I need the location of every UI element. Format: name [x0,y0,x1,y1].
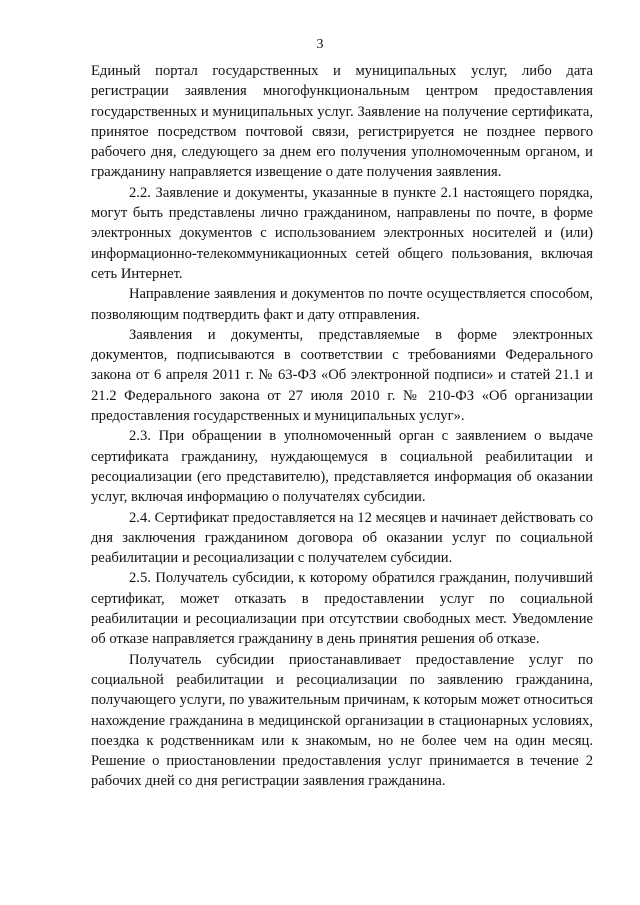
paragraph-postal-submission: Направление заявления и документов по почте осуществляется способом, позволяющим подтвердить факт и дату отправления. [91,286,593,323]
document-body [91,61,593,792]
paragraph-2-3: 2.3. При обращении в уполномоченный орган с заявлением о выдаче сертификата гражданину, нуждающемуся в социальной реабилитации и ресоциализации (его представителю), представляется информация об оказании услуг, включая информацию о получателях субсидии. [91,428,593,506]
page-number: 3 [316,37,324,52]
paragraph-continuation: Единый портал государственных и муниципальных услуг, либо дата регистрации заявления многофункциональным центром предоставления государственных и муниципальных услуг. Заявление на получение сертификата, принятое посредством почтовой связи, регистрируется не позднее первого рабочего дня, следующего за днем его получения уполномоченным органом, и гражданину направляется извещение о дате получения заявления. [91,63,593,181]
paragraph-2-2: 2.2. Заявление и документы, указанные в пункте 2.1 настоящего порядка, могут быть представлены лично гражданином, направлены по почте, в форме электронных документов с использованием электронных носителей и (или) информационно-телекоммуникационных сетей общего пользования, включая сеть Интернет. [91,184,593,282]
paragraph-electronic-documents: Заявления и документы, представляемые в форме электронных документов, подписываются в соответствии с требованиями Федерального закона от 6 апреля 2011 г. № 63-ФЗ «Об электронной подписи» и статей 21.1 и 21.2 Федерального закона от 27 июля 2010 г. № 210-ФЗ «Об организации предоставления государственных и муниципальных услуг». [91,326,593,425]
paragraph-2-5: 2.5. Получатель субсидии, к которому обратился гражданин, получивший сертификат, может отказать в предоставлении услуг по социальной реабилитации и ресоциализации при отсутствии свободных мест. Уведомление об отказе направляется гражданину в день принятия решения об отказе. [91,570,593,648]
paragraph-suspension: Получатель субсидии приостанавливает предоставление услуг по социальной реабилитации и ресоциализации по заявлению гражданина, получающего услуги, по уважительным причинам, к которым может относиться нахождение гражданина в медицинской организации в стационарных условиях, поездка к родственникам или к знакомым, но не более чем на один месяц. Решение о приостановлении предоставления услуг принимается в течение 2 рабочих дней со дня регистрации заявления гражданина. [91,651,593,790]
paragraph-2-4: 2.4. Сертификат предоставляется на 12 месяцев и начинает действовать со дня заключения гражданином договора об оказании услуг по социальной реабилитации и ресоциализации с получателем субсидии. [91,509,593,567]
